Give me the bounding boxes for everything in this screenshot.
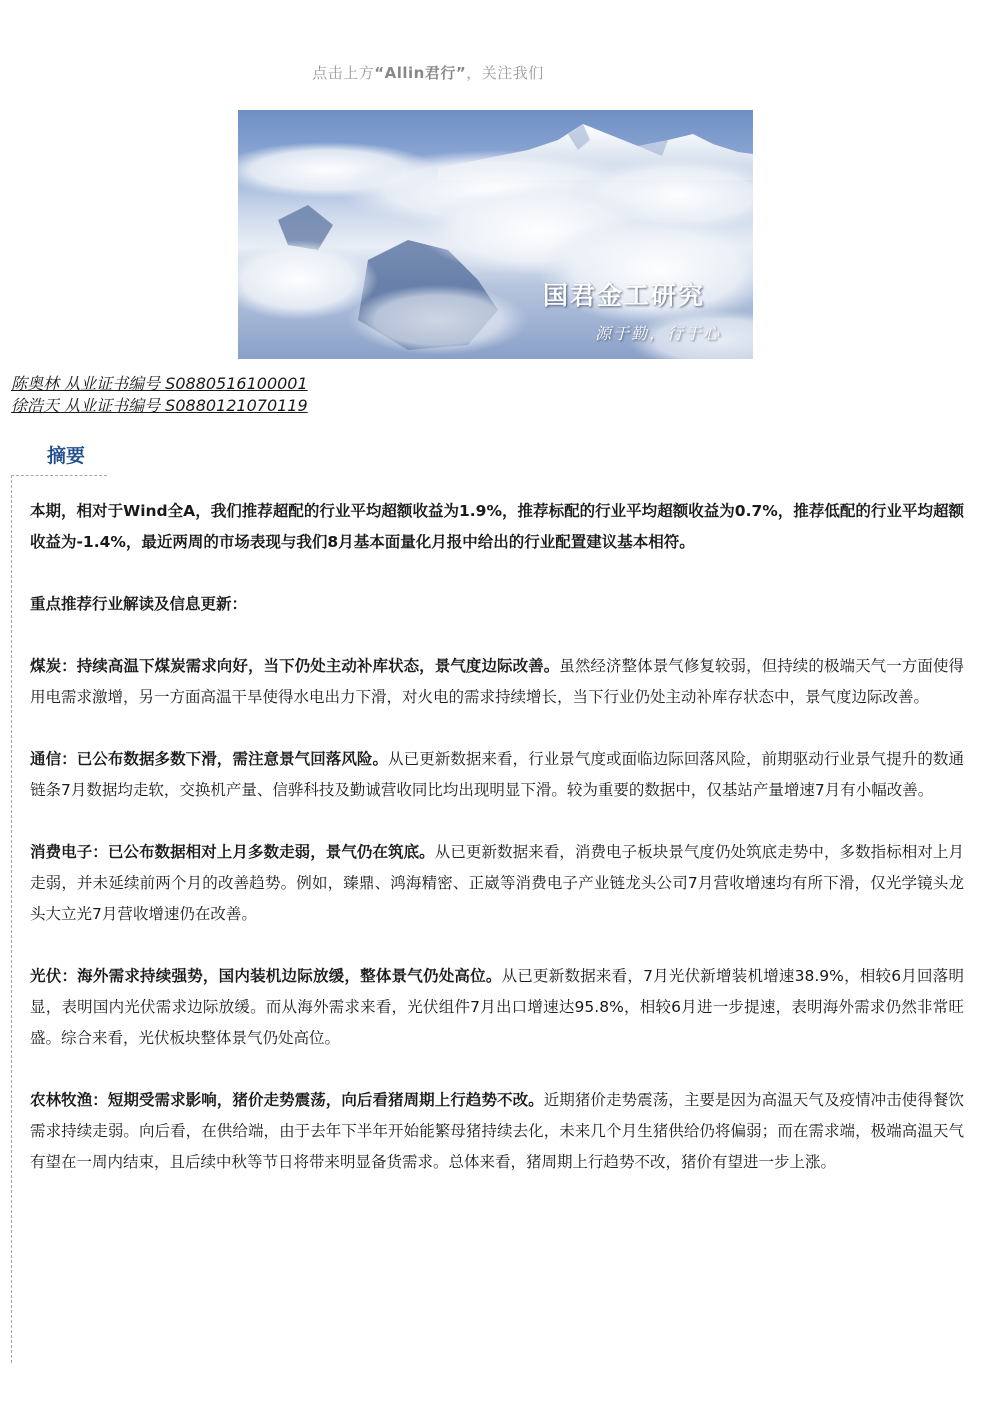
industry-body: 从已更新数据来看，7月光伏新增装机增速38.9%，相较6月回落明显，表明国内光伏需求边际放缓。而从海外需求来看，光伏组件7月出口增速达95.8%，相较6月进一步提速，表明海外需求仍然非常旺盛。综合来看，光伏板块整体景气仍处高位。 <box>30 967 964 1047</box>
account-name-link[interactable]: “Allin君行” <box>374 64 467 82</box>
industry-paragraph-consumer-electronics <box>30 837 964 930</box>
follow-prefix: 点击上方 <box>312 64 375 82</box>
industry-paragraph-telecom <box>30 744 964 806</box>
section-divider-left <box>11 475 12 1363</box>
industry-lead: 煤炭：持续高温下煤炭需求向好，当下仍处主动补库状态，景气度边际改善。 <box>30 657 560 675</box>
author-line[interactable]: 陈奥林 从业证书编号 S0880516100001 <box>11 374 308 393</box>
industry-lead: 农林牧渔：短期受需求影响，猪价走势震荡，向后看猪周期上行趋势不改。 <box>30 1091 544 1109</box>
banner-image <box>238 110 753 359</box>
industry-body: 近期猪价走势震荡，主要是因为高温天气及疫情冲击使得餐饮需求持续走弱。向后看，在供给端，由于去年下半年开始能繁母猪持续去化，未来几个月生猪供给仍将偏弱；而在需求端，极端高温天气有望在一周内结束，且后续中秋等节日将带来明显备货需求。总体来看，猪周期上行趋势不改，猪价有望进一步上涨。 <box>30 1091 964 1171</box>
industry-paragraph-photovoltaic <box>30 961 964 1054</box>
follow-suffix: ，关注我们 <box>466 64 544 82</box>
banner-title: 国君金工研究 <box>542 281 705 310</box>
focus-heading: 重点推荐行业解读及信息更新： <box>30 595 248 613</box>
author-list <box>11 373 308 417</box>
industry-paragraph-coal <box>30 651 964 713</box>
industry-body: 虽然经济整体景气修复较弱，但持续的极端天气一方面使得用电需求激增，另一方面高温干旱使得水电出力下滑，对火电的需求持续增长，当下行业仍处主动补库存状态中，景气度边际改善。 <box>30 657 964 706</box>
industry-lead: 消费电子：已公布数据相对上月多数走弱，景气仍在筑底。 <box>30 843 435 861</box>
follow-prompt <box>0 62 856 83</box>
industry-lead: 光伏：海外需求持续强势，国内装机边际放缓，整体景气仍处高位。 <box>30 967 502 985</box>
industry-body: 从已更新数据来看，消费电子板块景气度仍处筑底走势中，多数指标相对上月走弱，并未延续前两个月的改善趋势。例如，臻鼎、鸿海精密、正崴等消费电子产业链龙头公司7月营收增速均有所下滑，仅光学镜头龙头大立光7月营收增速仍在改善。 <box>30 843 964 923</box>
industry-paragraph-agriculture <box>30 1085 964 1178</box>
industry-body: 从已更新数据来看，行业景气度或面临边际回落风险，前期驱动行业景气提升的数通链条7月数据均走软，交换机产量、信骅科技及勤诚营收同比均出现明显下滑。较为重要的数据中，仅基站产量增速7月有小幅改善。 <box>30 750 964 799</box>
report-content <box>30 496 964 1209</box>
section-title: 摘要 <box>47 445 86 467</box>
industry-lead: 通信：已公布数据多数下滑，需注意景气回落风险。 <box>30 750 389 768</box>
author-line[interactable]: 徐浩天 从业证书编号 S0880121070119 <box>11 396 308 415</box>
section-divider-top <box>11 475 107 476</box>
banner-slogan: 源于勤，行于心 <box>594 324 721 343</box>
summary-paragraph: 本期，相对于Wind全A，我们推荐超配的行业平均超额收益为1.9%，推荐标配的行业平均超额收益为0.7%，推荐低配的行业平均超额收益为-1.4%，最近两周的市场表现与我们8月基本面量化月报中给出的行业配置建议基本相符。 <box>30 502 964 551</box>
